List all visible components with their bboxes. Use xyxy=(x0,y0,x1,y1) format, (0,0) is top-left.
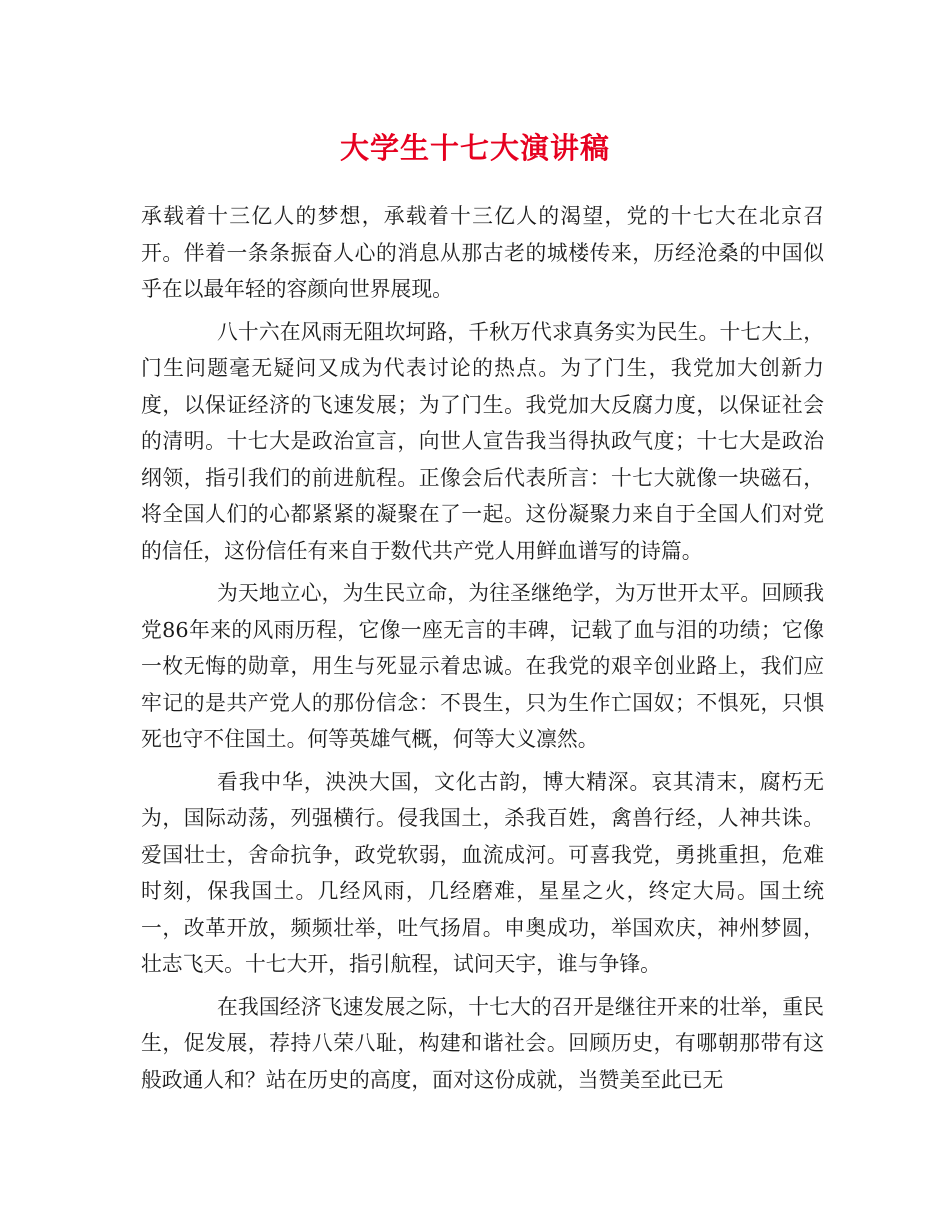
paragraph-5: 在我国经济飞速发展之际，十七大的召开是继往开来的壮举，重民生，促发展，荐持八荣八耻，构建和谐社会。回顾历史，有哪朝那带有这般政通人和？站在历史的高度，面对这份成就，当赞美至此已无 xyxy=(141,994,824,1092)
paragraph-3: 为天地立心，为生民立命，为往圣继绝学，为万世开太平。回顾我党86年来的风雨历程，它像一座无言的丰碑，记载了血与泪的功绩；它像一枚无悔的勋章，用生与死显示着忠诚。在我党的艰辛创业路上，我们应牢记的是共产党人的那份信念：不畏生，只为生作亡国奴；不惧死，只惧死也守不住国土。何等英雄气概，何等大义凛然。 xyxy=(141,581,824,751)
paragraph-1: 承载着十三亿人的梦想，承载着十三亿人的渴望，党的十七大在北京召开。伴着一条条振奋人心的消息从那古老的城楼传来，历经沧桑的中国似乎在以最年轻的容颜向世界展现。 xyxy=(141,204,824,301)
document-body xyxy=(141,198,824,1104)
paragraph-2: 八十六在风雨无阻坎坷路，千秋万代求真务实为民生。十七大上，门生问题毫无疑问又成为代表讨论的热点。为了门生，我党加大创新力度，以保证经济的飞速发展；为了门生。我党加大反腐力度，以保证社会的清明。十七大是政治宣言，向世人宣告我当得执政气度；十七大是政治纲领，指引我们的前进航程。正像会后代表所言：十七大就像一块磁石，将全国人们的心都紧紧的凝聚在了一起。这份凝聚力来自于全国人们对党的信任，这份信任有来自于数代共产党人用鲜血谱写的诗篇。 xyxy=(141,319,824,563)
document-title: 大学生十七大演讲稿 xyxy=(339,131,610,165)
paragraph-4: 看我中华，泱泱大国，文化古韵，博大精深。哀其清末，腐朽无为，国际动荡，列强横行。侵我国土，杀我百姓，禽兽行经，人神共诛。爱国壮士，舍命抗争，政党软弱，血流成河。可喜我党，勇挑重担，危难时刻，保我国土。几经风雨，几经磨难，星星之火，终定大局。国土统一，改革开放，频频壮举，吐气扬眉。申奥成功，举国欢庆，神州梦圆，壮志飞天。十七大开，指引航程，试问天宇，谁与争锋。 xyxy=(141,769,824,976)
